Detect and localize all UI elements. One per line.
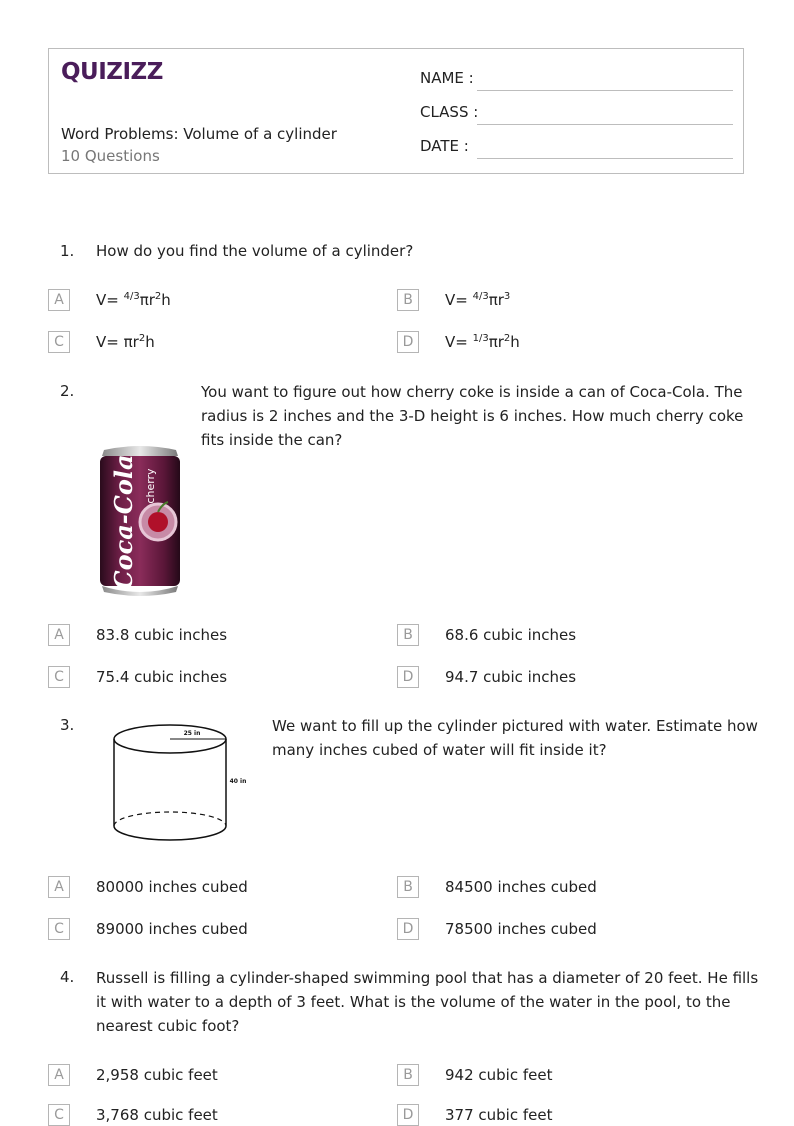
class-label: CLASS : <box>420 103 479 121</box>
option-d-box[interactable]: D <box>397 1104 419 1126</box>
option-d-box[interactable]: D <box>397 331 419 353</box>
option-c-box[interactable]: C <box>48 918 70 940</box>
option-b-text[interactable]: 942 cubic feet <box>445 1066 553 1084</box>
option-c-box[interactable]: C <box>48 331 70 353</box>
option-b-box[interactable]: B <box>397 1064 419 1086</box>
option-a-box[interactable]: A <box>48 289 70 311</box>
question-text: Russell is filling a cylinder-shaped swimming pool that has a diameter of 20 feet. He fills it with water to a depth of 3 feet. What is the volume of the water in the pool, to the nearest cubic foot? <box>96 969 759 1035</box>
class-field[interactable] <box>477 124 733 125</box>
option-b-box[interactable]: B <box>397 289 419 311</box>
question-text: How do you find the volume of a cylinder? <box>96 242 414 260</box>
question-number: 4. <box>60 968 75 986</box>
option-a-text[interactable]: $V= ^{4/3}\pi r^2h$ <box>96 291 171 309</box>
option-b-box[interactable]: B <box>397 624 419 646</box>
option-a-box[interactable]: A <box>48 624 70 646</box>
option-b-text[interactable]: 68.6 cubic inches <box>445 626 577 644</box>
question-text: We want to fill up the cylinder pictured with water. Estimate how many inches cubed of water will fit inside it? <box>272 717 758 759</box>
quizizz-logo: QUIZIZZ <box>61 59 163 85</box>
can-brand-text: Coca-Cola <box>109 454 138 590</box>
cylinder-diagram <box>108 722 253 846</box>
option-c-box[interactable]: C <box>48 666 70 688</box>
option-b-box[interactable]: B <box>397 876 419 898</box>
name-label: NAME : <box>420 69 474 87</box>
height-label: 40 in <box>229 778 247 785</box>
option-c-text[interactable]: 89000 inches cubed <box>96 920 248 938</box>
question-number: 3. <box>60 716 75 734</box>
cherry-coke-can-image <box>96 442 184 600</box>
option-a-text[interactable]: 83.8 cubic inches <box>96 626 228 644</box>
option-a-text[interactable]: 80000 inches cubed <box>96 878 248 896</box>
option-d-text[interactable]: 377 cubic feet <box>445 1106 553 1124</box>
question-number: 2. <box>60 382 75 400</box>
worksheet-header <box>48 48 744 174</box>
date-field[interactable] <box>477 158 733 159</box>
option-d-text[interactable]: $V= ^{1/3}\pi r^2h$ <box>445 333 520 351</box>
option-c-text[interactable]: $V= \pi r^2h$ <box>96 333 155 351</box>
option-d-text[interactable]: 94.7 cubic inches <box>445 668 577 686</box>
option-c-text[interactable]: 75.4 cubic inches <box>96 668 228 686</box>
can-flavor-text: cherry <box>144 468 157 504</box>
date-label: DATE : <box>420 137 469 155</box>
option-c-box[interactable]: C <box>48 1104 70 1126</box>
option-a-box[interactable]: A <box>48 1064 70 1086</box>
option-a-text[interactable]: 2,958 cubic feet <box>96 1066 218 1084</box>
option-d-box[interactable]: D <box>397 666 419 688</box>
option-b-text[interactable]: 84500 inches cubed <box>445 878 597 896</box>
option-c-text[interactable]: 3,768 cubic feet <box>96 1106 218 1124</box>
question-count: 10 Questions <box>61 147 160 165</box>
option-a-box[interactable]: A <box>48 876 70 898</box>
name-field[interactable] <box>477 90 733 91</box>
option-d-box[interactable]: D <box>397 918 419 940</box>
option-d-text[interactable]: 78500 inches cubed <box>445 920 597 938</box>
question-number: 1. <box>60 242 75 260</box>
option-b-text[interactable]: $V= ^{4/3}\pi r^3$ <box>445 291 511 309</box>
radius-label: 25 in <box>183 730 201 737</box>
worksheet-title: Word Problems: Volume of a cylinder <box>61 125 337 143</box>
question-text: You want to figure out how cherry coke is inside a can of Coca-Cola. The radius is 2 inches and the 3-D height is 6 inches. How much cherry coke fits inside the can? <box>201 383 744 449</box>
